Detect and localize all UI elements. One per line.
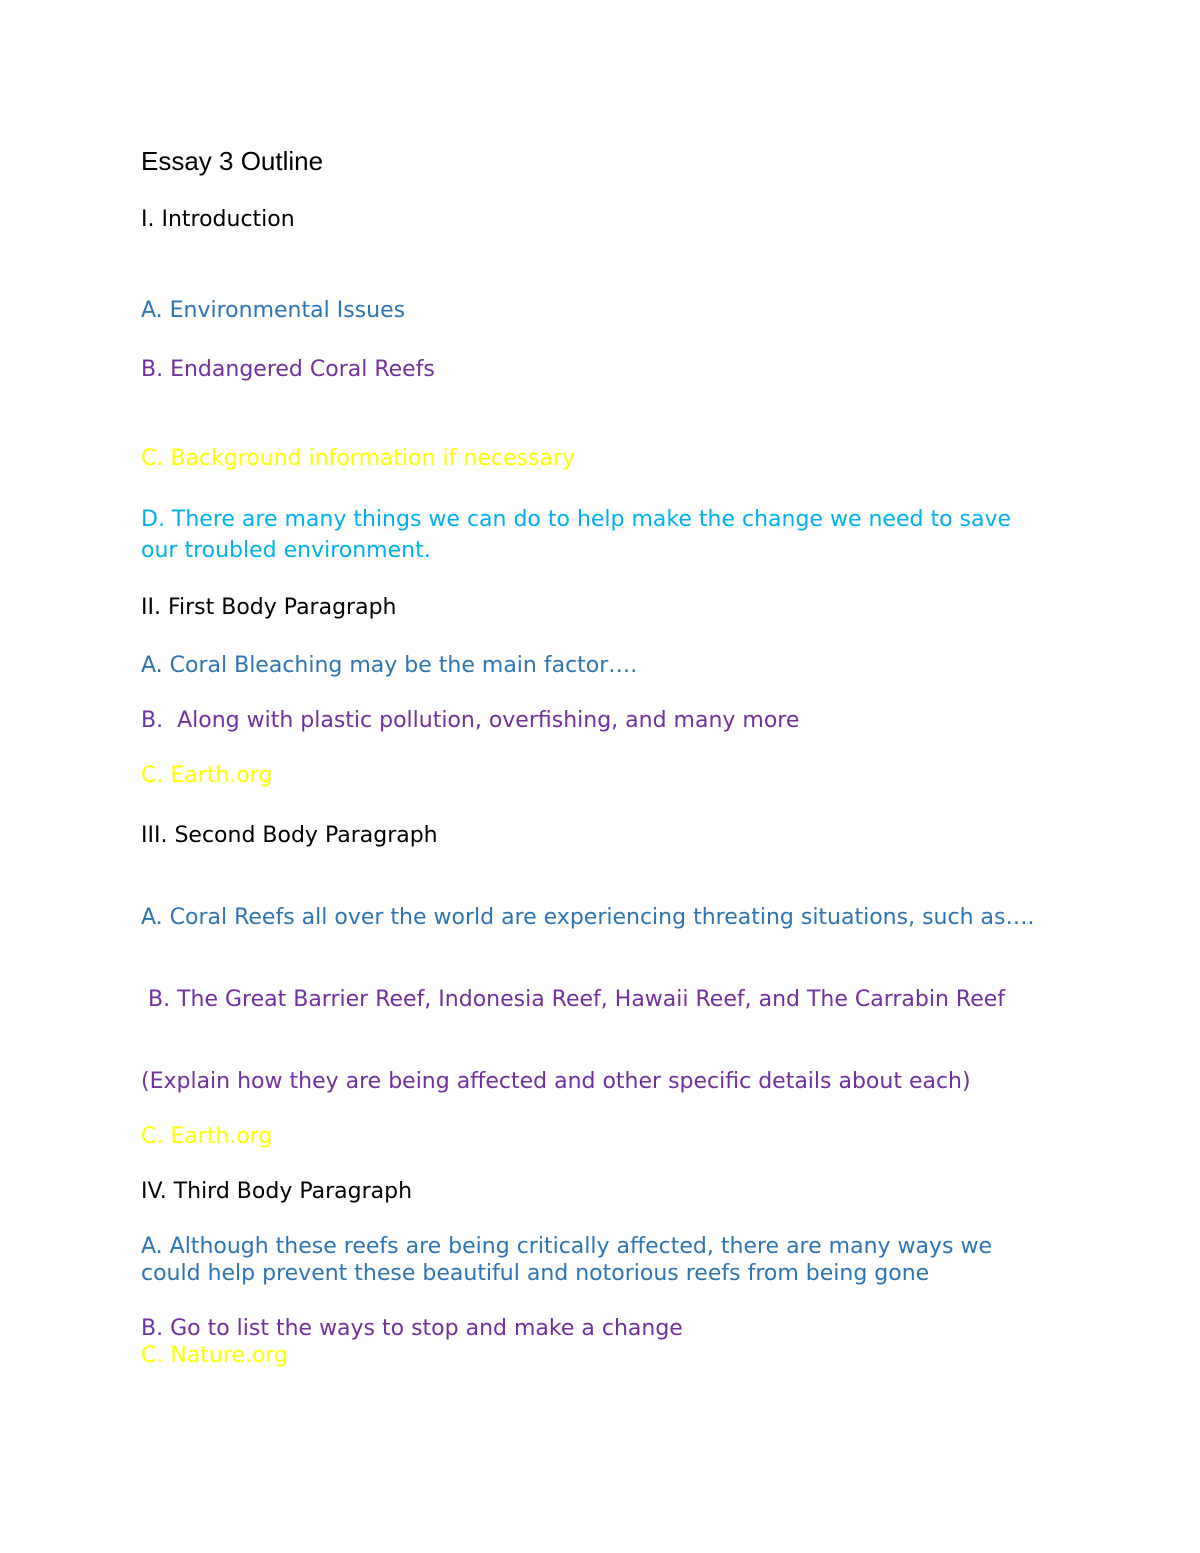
outline-item: D. There are many things we can do to help make the change we need to save our troubled environment. [141, 507, 1012, 563]
section-heading-introduction: I. Introduction [141, 207, 295, 232]
outline-item: A. Coral Bleaching may be the main factor…. [141, 653, 638, 678]
outline-item: B. Go to list the ways to stop and make a change [141, 1316, 683, 1341]
outline-item: B. The Great Barrier Reef, Indonesia Reef, Hawaii Reef, and The Carrabin Reef [141, 987, 1006, 1012]
outline-item: (Explain how they are being affected and other specific details about each) [141, 1069, 971, 1094]
outline-item: C. Earth.org [141, 1124, 273, 1149]
outline-item: B. Endangered Coral Reefs [141, 357, 435, 382]
outline-item: A. Coral Reefs all over the world are experiencing threating situations, such as…. [141, 905, 1035, 930]
section-heading-third-body: IV. Third Body Paragraph [141, 1179, 413, 1204]
outline-item: C. Nature.org [141, 1343, 289, 1368]
outline-item: C. Background information if necessary [141, 446, 575, 471]
section-heading-second-body: III. Second Body Paragraph [141, 823, 438, 848]
outline-item: A. Although these reefs are being critically affected, there are many ways we could help prevent these beautiful and notorious reefs from being gone [141, 1234, 992, 1286]
outline-item: A. Environmental Issues [141, 298, 406, 323]
section-heading-first-body: II. First Body Paragraph [141, 595, 397, 620]
outline-item: C. Earth.org [141, 763, 273, 788]
document-title: Essay 3 Outline [141, 146, 324, 176]
outline-item: B. Along with plastic pollution, overfishing, and many more [141, 708, 800, 733]
